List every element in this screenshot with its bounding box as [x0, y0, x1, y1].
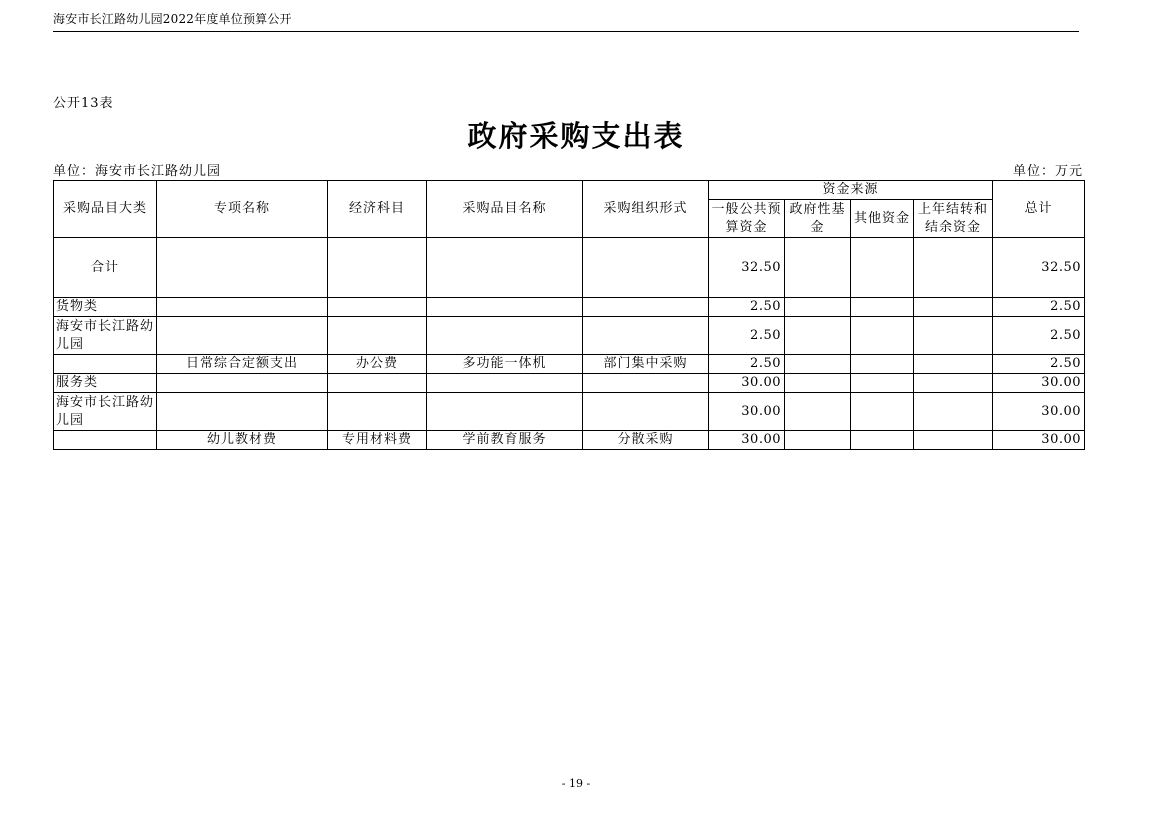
cell-category [54, 431, 157, 450]
cell-total: 30.00 [993, 374, 1085, 393]
cell-form [583, 238, 709, 298]
cell-item [427, 238, 583, 298]
procurement-table [53, 180, 1085, 450]
cell-form: 部门集中采购 [583, 355, 709, 374]
cell-item [427, 298, 583, 317]
cell-item: 学前教育服务 [427, 431, 583, 450]
col-header-carryover: 上年结转和结余资金 [914, 200, 993, 238]
cell-carryover [914, 374, 993, 393]
col-header-other: 其他资金 [851, 200, 914, 238]
header-row-1 [54, 181, 1085, 200]
cell-other [851, 393, 914, 431]
table-row [54, 374, 1085, 393]
cell-gov-fund [785, 317, 851, 355]
cell-economic [328, 374, 427, 393]
unit-currency: 单位：万元 [1012, 164, 1083, 179]
cell-carryover [914, 431, 993, 450]
cell-project [157, 317, 328, 355]
cell-general: 32.50 [709, 238, 785, 298]
cell-general: 30.00 [709, 374, 785, 393]
cell-gov-fund [785, 374, 851, 393]
cell-project [157, 374, 328, 393]
table-row [54, 317, 1085, 355]
cell-economic [328, 393, 427, 431]
cell-total: 30.00 [993, 393, 1085, 431]
cell-other [851, 238, 914, 298]
cell-form: 分散采购 [583, 431, 709, 450]
col-header-form: 采购组织形式 [583, 181, 709, 238]
cell-other [851, 431, 914, 450]
cell-economic [328, 317, 427, 355]
cell-item [427, 393, 583, 431]
cell-carryover [914, 298, 993, 317]
page-title: 政府采购支出表 [467, 119, 685, 153]
cell-total: 32.50 [993, 238, 1085, 298]
cell-project [157, 393, 328, 431]
col-header-project: 专项名称 [157, 181, 328, 238]
cell-category: 合计 [54, 238, 157, 298]
page-number: - 19 - [561, 777, 591, 790]
cell-category: 服务类 [54, 374, 157, 393]
cell-carryover [914, 317, 993, 355]
cell-form [583, 374, 709, 393]
cell-gov-fund [785, 355, 851, 374]
cell-gov-fund [785, 393, 851, 431]
cell-category: 海安市长江路幼儿园 [54, 393, 157, 431]
col-header-item: 采购品目名称 [427, 181, 583, 238]
cell-economic: 办公费 [328, 355, 427, 374]
cell-category: 货物类 [54, 298, 157, 317]
cell-carryover [914, 238, 993, 298]
cell-general: 2.50 [709, 298, 785, 317]
cell-total: 2.50 [993, 317, 1085, 355]
col-header-category: 采购品目大类 [54, 181, 157, 238]
cell-gov-fund [785, 431, 851, 450]
table-row [54, 298, 1085, 317]
cell-other [851, 298, 914, 317]
col-header-fund-source: 资金来源 [709, 181, 993, 200]
cell-form [583, 298, 709, 317]
cell-gov-fund [785, 298, 851, 317]
col-header-total: 总计 [993, 181, 1085, 238]
cell-total: 30.00 [993, 431, 1085, 450]
cell-item [427, 374, 583, 393]
cell-general: 30.00 [709, 431, 785, 450]
cell-total: 2.50 [993, 355, 1085, 374]
table-row [54, 355, 1085, 374]
col-header-economic: 经济科目 [328, 181, 427, 238]
cell-general: 30.00 [709, 393, 785, 431]
col-header-gov-fund: 政府性基金 [785, 200, 851, 238]
cell-other [851, 317, 914, 355]
table-number: 公开13表 [53, 96, 114, 111]
cell-economic [328, 298, 427, 317]
cell-project: 日常综合定额支出 [157, 355, 328, 374]
running-header: 海安市长江路幼儿园2022年度单位预算公开 [53, 12, 292, 26]
cell-general: 2.50 [709, 317, 785, 355]
cell-carryover [914, 355, 993, 374]
cell-other [851, 355, 914, 374]
cell-other [851, 374, 914, 393]
cell-form [583, 393, 709, 431]
unit-organization: 单位：海安市长江路幼儿园 [53, 164, 222, 179]
cell-gov-fund [785, 238, 851, 298]
cell-general: 2.50 [709, 355, 785, 374]
cell-project [157, 238, 328, 298]
cell-total: 2.50 [993, 298, 1085, 317]
cell-project: 幼儿教材费 [157, 431, 328, 450]
cell-economic [328, 238, 427, 298]
cell-item [427, 317, 583, 355]
header-rule [53, 31, 1079, 32]
cell-carryover [914, 393, 993, 431]
cell-form [583, 317, 709, 355]
col-header-general: 一般公共预算资金 [709, 200, 785, 238]
cell-category: 海安市长江路幼儿园 [54, 317, 157, 355]
cell-economic: 专用材料费 [328, 431, 427, 450]
table-row [54, 431, 1085, 450]
cell-item: 多功能一体机 [427, 355, 583, 374]
cell-category [54, 355, 157, 374]
cell-project [157, 298, 328, 317]
table-row [54, 238, 1085, 298]
table-row [54, 393, 1085, 431]
